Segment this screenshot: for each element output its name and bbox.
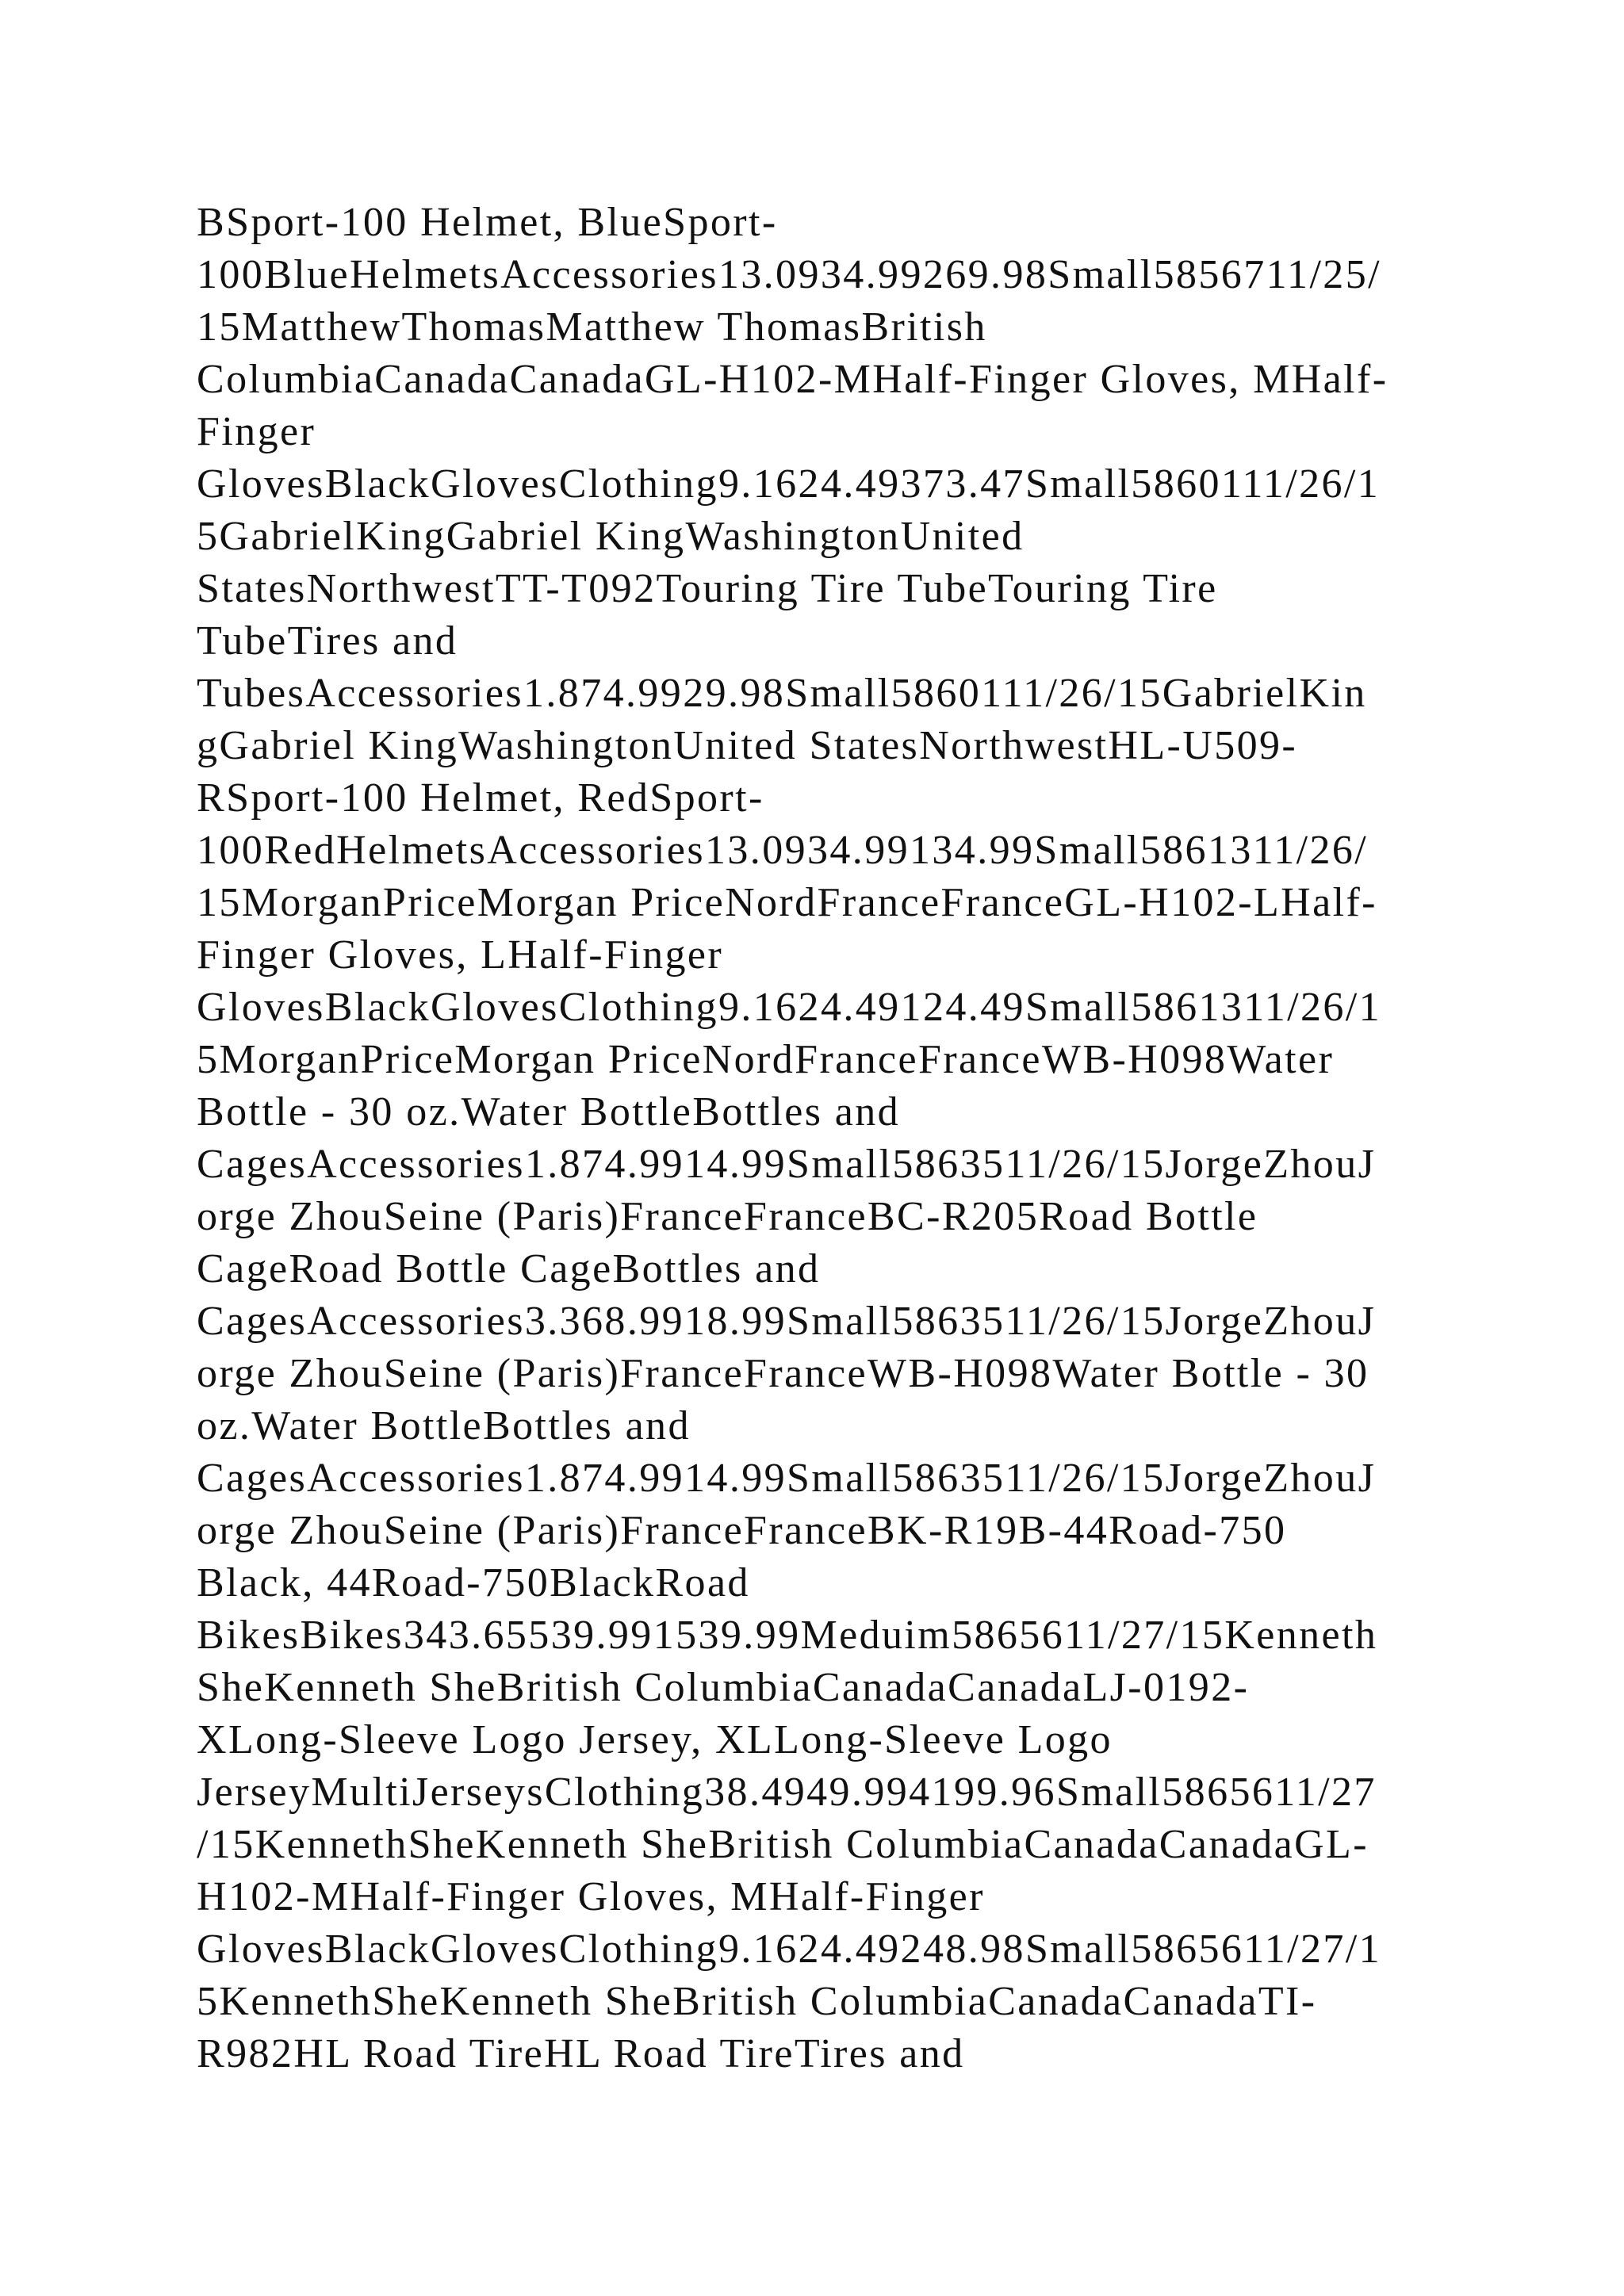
- text-line: orge ZhouSeine (Paris)FranceFranceBC-R205Road Bottle: [197, 1194, 1258, 1239]
- text-line: CagesAccessories1.874.9914.99Small5863511/26/15JorgeZhouJ: [197, 1456, 1377, 1501]
- text-line: JerseyMultiJerseysClothing38.4949.994199.96Small5865611/27: [197, 1770, 1377, 1815]
- text-line: 5GabrielKingGabriel KingWashingtonUnited: [197, 514, 1025, 559]
- text-line: GlovesBlackGlovesClothing9.1624.49248.98Small5865611/27/1: [197, 1927, 1382, 1972]
- text-line: ColumbiaCanadaCanadaGL-H102-MHalf-Finger Gloves, MHalf-: [197, 357, 1388, 402]
- text-line: XLong-Sleeve Logo Jersey, XLLong-Sleeve Logo: [197, 1717, 1113, 1762]
- text-line: Finger Gloves, LHalf-Finger: [197, 932, 724, 978]
- text-line: BSport-100 Helmet, BlueSport-: [197, 200, 778, 245]
- text-line: orge ZhouSeine (Paris)FranceFranceWB-H098Water Bottle - 30: [197, 1351, 1369, 1396]
- text-line: GlovesBlackGlovesClothing9.1624.49373.47Small5860111/26/1: [197, 461, 1381, 507]
- text-line: 15MorganPriceMorgan PriceNordFranceFranceGL-H102-LHalf-: [197, 880, 1377, 925]
- text-line: TubeTires and: [197, 618, 458, 664]
- text-line: TubesAccessories1.874.9929.98Small5860111/26/15GabrielKin: [197, 671, 1367, 716]
- text-line: 5MorganPriceMorgan PriceNordFranceFranceWB-H098Water: [197, 1037, 1335, 1082]
- text-line: orge ZhouSeine (Paris)FranceFranceBK-R19B-44Road-750: [197, 1508, 1287, 1553]
- text-line: 100RedHelmetsAccessories13.0934.99134.99Small5861311/26/: [197, 828, 1369, 873]
- text-line: GlovesBlackGlovesClothing9.1624.49124.49Small5861311/26/1: [197, 985, 1382, 1030]
- text-line: oz.Water BottleBottles and: [197, 1403, 691, 1448]
- document-body: [197, 197, 1481, 2080]
- text-line: /15KennethSheKenneth SheBritish ColumbiaCanadaCanadaGL-: [197, 1822, 1369, 1867]
- text-line: Black, 44Road-750BlackRoad: [197, 1560, 750, 1605]
- text-line: Finger: [197, 409, 316, 454]
- text-line: 15MatthewThomasMatthew ThomasBritish: [197, 304, 987, 350]
- text-line: RSport-100 Helmet, RedSport-: [197, 775, 764, 821]
- text-line: SheKenneth SheBritish ColumbiaCanadaCanadaLJ-0192-: [197, 1665, 1250, 1710]
- text-line: gGabriel KingWashingtonUnited StatesNorthwestHL-U509-: [197, 723, 1298, 768]
- text-line: 100BlueHelmetsAccessories13.0934.99269.98Small5856711/25/: [197, 252, 1381, 297]
- text-line: CagesAccessories3.368.9918.99Small5863511/26/15JorgeZhouJ: [197, 1299, 1377, 1344]
- text-line: H102-MHalf-Finger Gloves, MHalf-Finger: [197, 1874, 985, 1919]
- text-line: BikesBikes343.65539.991539.99Meduim5865611/27/15Kenneth: [197, 1613, 1378, 1658]
- text-line: R982HL Road TireHL Road TireTires and: [197, 2031, 965, 2076]
- text-line: CagesAccessories1.874.9914.99Small5863511/26/15JorgeZhouJ: [197, 1142, 1377, 1187]
- text-line: Bottle - 30 oz.Water BottleBottles and: [197, 1089, 901, 1135]
- text-line: CageRoad Bottle CageBottles and: [197, 1246, 821, 1292]
- text-line: StatesNorthwestTT-T092Touring Tire TubeTouring Tire: [197, 566, 1218, 611]
- text-line: 5KennethSheKenneth SheBritish ColumbiaCanadaCanadaTI-: [197, 1979, 1317, 2024]
